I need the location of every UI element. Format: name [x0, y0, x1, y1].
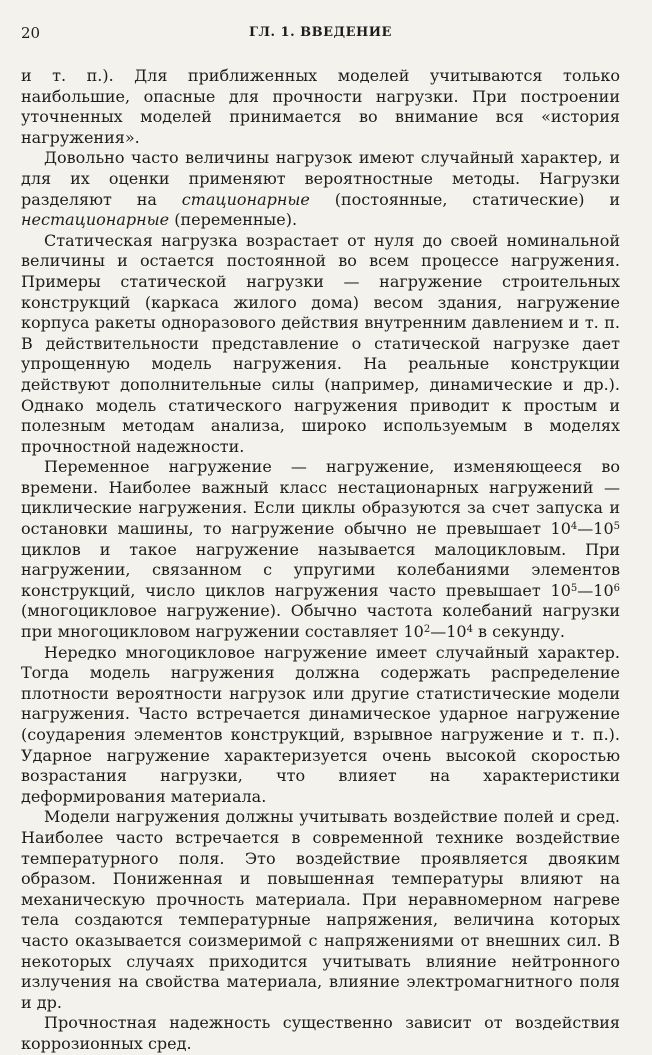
- page-number: 20: [21, 24, 41, 42]
- paragraph-7: Прочностная надежность существенно зависит от воздействия коррозионных сред.: [21, 1013, 620, 1053]
- exponent: 6: [613, 582, 620, 594]
- paragraph-5: Нередко многоцикловое нагружение имеет случайный характер. Тогда модель нагружения должна содержать распределение плотности вероятности нагрузок или другие статистические модели нагружения. Часто встречается динамическое ударное нагружение (соударения элементов конструкций, взрывное нагружение и т. п.). Ударное нагружение характеризуется очень высокой скоростью возрастания нагрузки, что влияет на характеристики деформирования материала.: [21, 642, 620, 806]
- term-nonstationary: нестационарные: [21, 210, 170, 230]
- text-run: Довольно часто величины нагрузок имеют случайный характер, и для их оценки применяют вероятностные методы. Нагрузки разделяют на: [21, 148, 620, 209]
- paragraph-2: [21, 148, 620, 230]
- running-head: ГЛ. 1. ВВЕДЕНИЕ: [249, 25, 392, 40]
- term-stationary: стационарные: [181, 189, 310, 209]
- paragraph-3: Статическая нагрузка возрастает от нуля до своей номинальной величины и остается постоянной во всем процессе нагружения. Примеры статической нагрузки — нагружение строительных конструкций (каркаса жилого дома) весом здания, нагружение корпуса ракеты одноразового действия внутренним давлением и т. п. В действительности представление о статической нагрузке дает упрощенную модель нагружения. На реальные конструкции действуют дополнительные силы (например, динамические и др.). Однако модель статического нагружения приводит к простым и полезным методам анализа, широко используемым в моделях прочностной надежности.: [21, 230, 620, 456]
- text-run: —10: [430, 622, 467, 642]
- text-run: (постоянные, статические) и: [309, 189, 620, 209]
- text-run: —10: [577, 519, 614, 539]
- body-text: [21, 66, 620, 1055]
- exponent: 5: [570, 582, 578, 594]
- text-run: циклов и такое нагружение называется малоцикловым. При нагружении, связанном с упругими колебаниями элементов конструкций, число циклов нагружения часто превышает 10: [21, 539, 620, 600]
- page-header: [21, 22, 620, 48]
- text-run: —10: [577, 580, 614, 600]
- text-run: (многоцикловое нагружение). Обычно частота колебаний нагрузки при многоцикловом нагружении составляет 10: [21, 601, 620, 642]
- exponent: 5: [613, 521, 620, 533]
- text-run: Переменное нагружение — нагружение, изменяющееся во времени. Наиболее важный класс нестационарных нагружений — циклические нагружения. Если циклы образуются за счет запуска и остановки машины, то нагружение обычно не превышает 10: [21, 457, 620, 539]
- text-run: в секунду.: [472, 622, 565, 642]
- paragraph-4: [21, 457, 620, 642]
- text-run: (переменные).: [169, 210, 298, 230]
- book-page: [21, 22, 620, 1055]
- paragraph-1: и т. п.). Для приближенных моделей учитываются только наибольшие, опасные для прочности нагрузки. При построении уточненных моделей принимается во внимание вся «история нагружения».: [21, 66, 620, 147]
- exponent: 4: [466, 624, 473, 636]
- exponent: 2: [423, 624, 431, 636]
- exponent: 4: [570, 521, 578, 533]
- paragraph-6: Модели нагружения должны учитывать воздействие полей и сред. Наиболее часто встречается в современной технике воздействие температурного поля. Это воздействие проявляется двояким образом. Пониженная и повышенная температуры влияют на механическую прочность материала. При неравномерном нагреве тела создаются температурные напряжения, величина которых часто оказывается соизмеримой с напряжениями от внешних сил. В некоторых случаях приходится учитывать влияние нейтронного излучения на свойства материала, влияние электромагнитного поля и др.: [21, 807, 620, 1012]
